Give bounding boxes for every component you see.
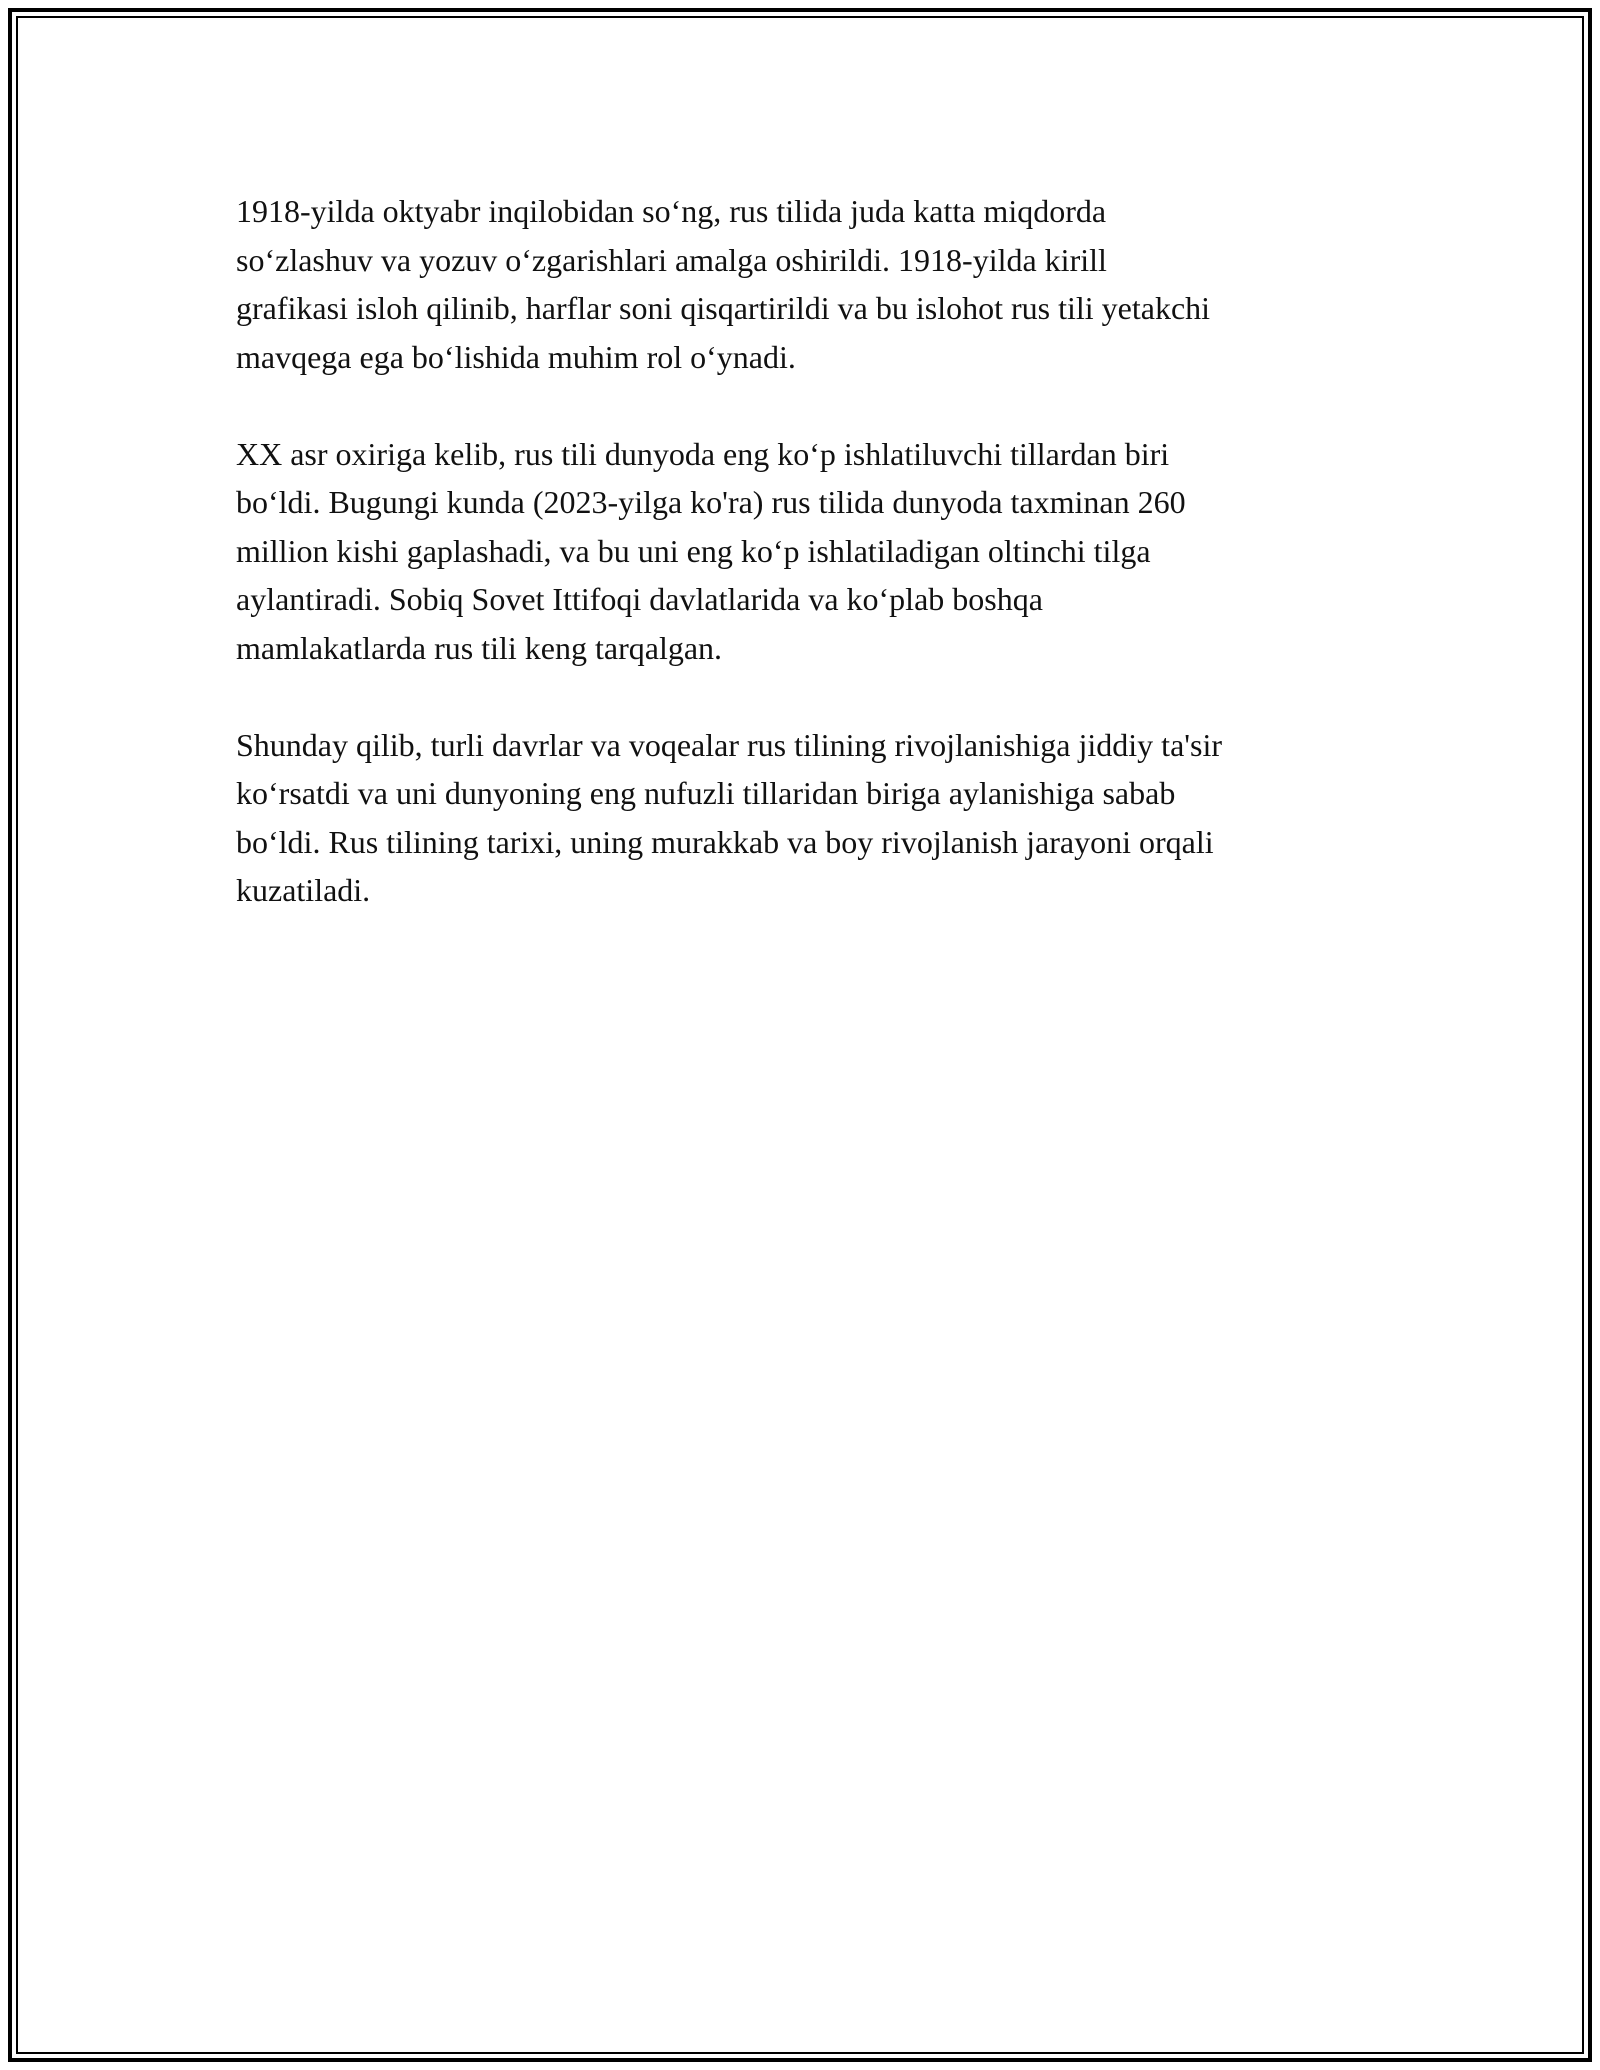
paragraph-1: 1918-yilda oktyabr inqilobidan so‘ng, rus tilida juda katta miqdorda so‘zlashuv va yozuv o‘zgarishlari amalga oshirildi. 1918-yilda kirill grafikasi isloh qilinib, harflar soni qisqartirildi va bu islohot rus tili yetakchi mavqega ega bo‘lishida muhim rol o‘ynadi. (236, 193, 1211, 375)
document-body (236, 187, 1396, 963)
paragraph-3: Shunday qilib, turli davrlar va voqealar rus tilining rivojlanishiga jiddiy ta'sir ko‘rsatdi va uni dunyoning eng nufuzli tillaridan biriga aylanishiga sabab bo‘ldi. Rus tilining tarixi, uning murakkab va boy rivojlanish jarayoni orqali kuzatiladi. (236, 726, 1223, 908)
paragraph-2: XX asr oxiriga kelib, rus tili dunyoda eng ko‘p ishlatiluvchi tillardan biri bo‘ldi. Bugungi kunda (2023-yilga ko'ra) rus tilida dunyoda taxminan 260 million kishi gaplashadi, va bu uni eng ko‘p ishlatiladigan oltinchi tilga aylantiradi. Sobiq Sovet Ittifoqi davlatlarida va ko‘plab boshqa mamlakatlarda rus tili keng tarqalgan. (236, 435, 1186, 666)
